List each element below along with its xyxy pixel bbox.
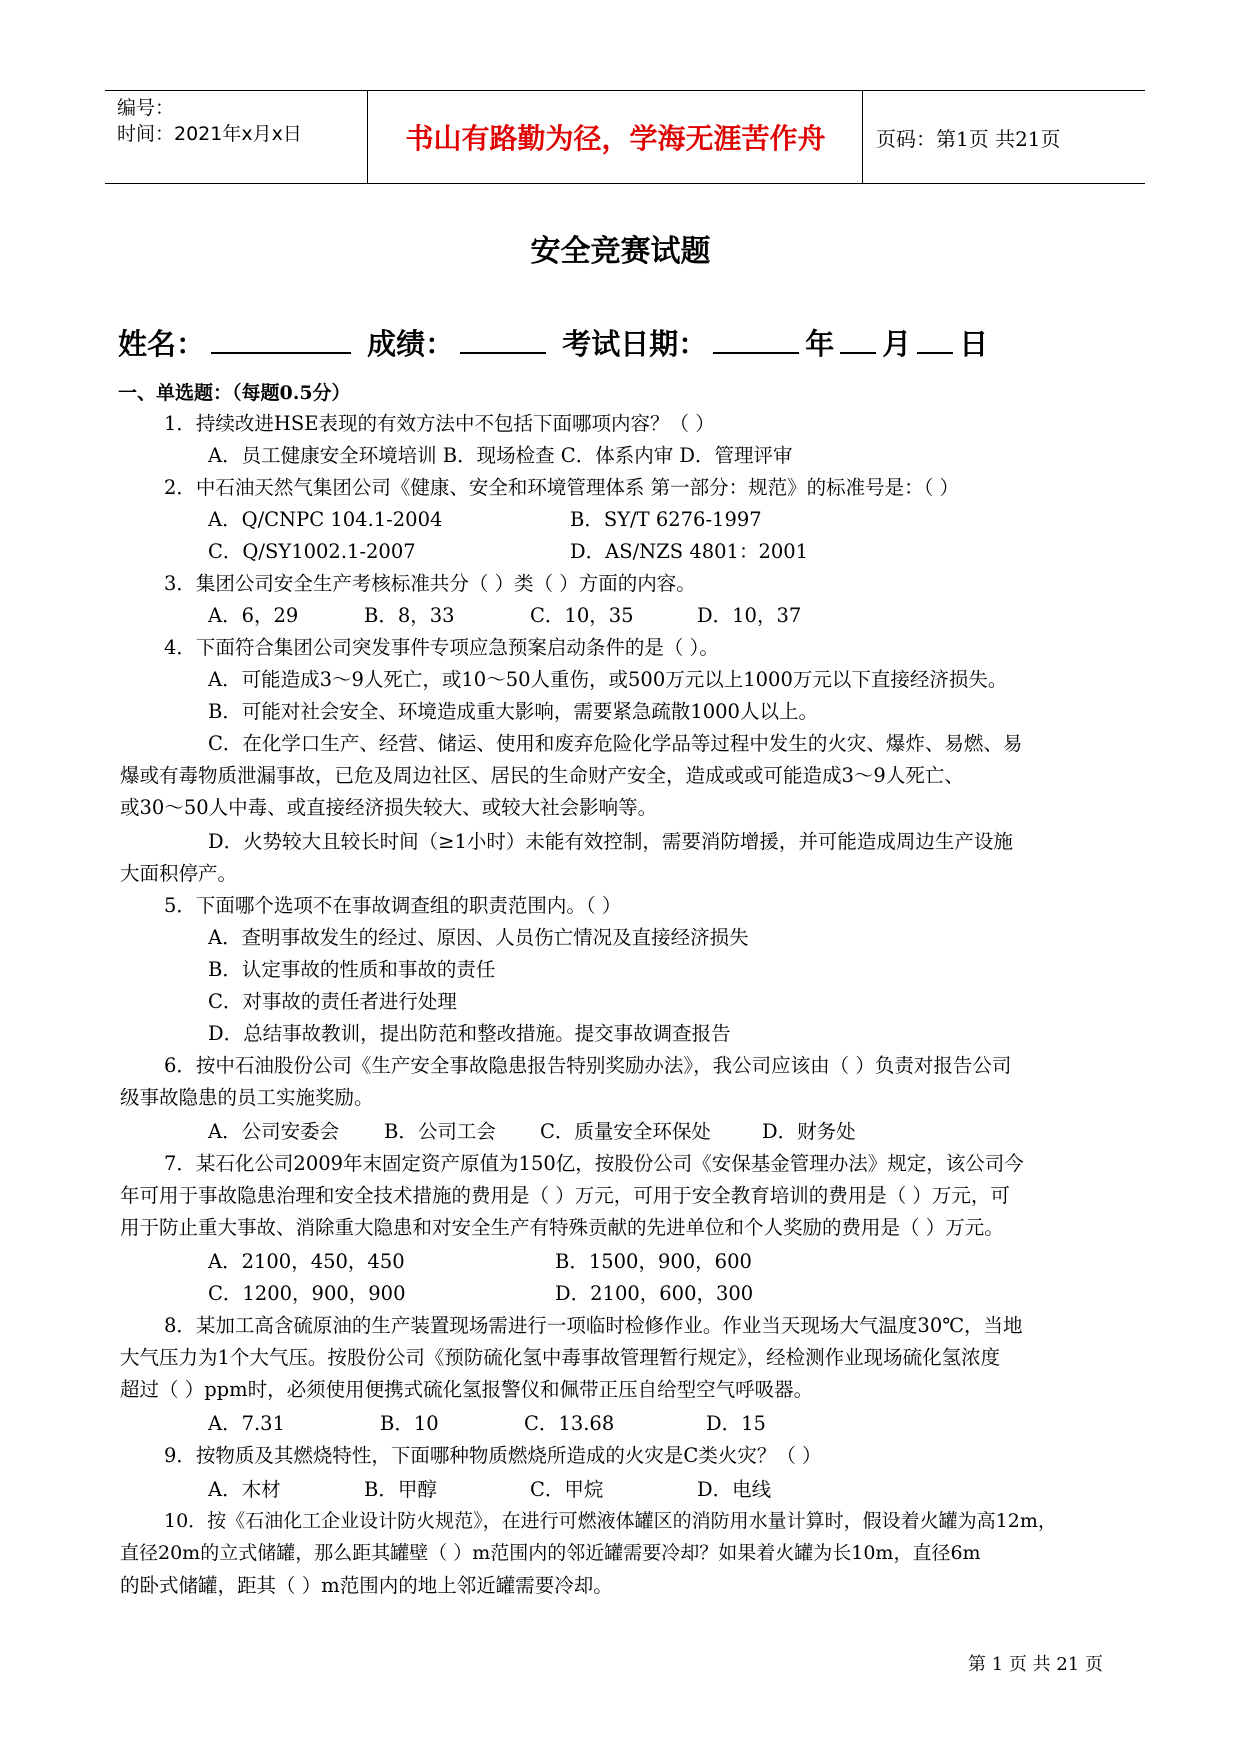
name-label: 姓名： [118,327,206,361]
question-text: 4．下面符合集团公司突发事件专项应急预案启动条件的是（ ）。 [164,636,719,659]
month-label: 月 [882,327,912,361]
question-text: 10．按《石油化工企业设计防火规范》，在进行可燃液体罐区的消防用水量计算时，假设着火罐为高12m， [164,1510,1057,1532]
answer-option-continued: 爆或有毒物质泄漏事故，已危及周边社区、居民的生命财产安全，造成或或可能造成3～9人死亡、 [120,764,964,787]
answer-option: B．认定事故的性质和事故的责任 [208,958,496,981]
answer-option: C．10，35 [530,604,634,627]
page-title: 安全竞赛试题 [530,234,711,269]
answer-option: D．总结事故教训，提出防范和整改措施。提交事故调查报告 [208,1022,731,1045]
answer-option: B．公司工会 [384,1120,496,1143]
exam-info-line [118,322,988,363]
answer-option: C．1200，900，900 [208,1282,406,1305]
question-text: 7．某石化公司2009年末固定资产原值为150亿，按股份公司《安保基金管理办法》规定，该公司今 [164,1152,1024,1175]
year-blank[interactable] [713,326,799,354]
name-blank[interactable] [211,326,351,354]
answer-option: C．对事故的责任者进行处理 [208,990,457,1013]
answer-option-continued: 大面积停产。 [120,862,238,885]
header-right-cell [864,91,1145,183]
score-blank[interactable] [460,326,546,354]
answer-option: D．10，37 [697,604,802,627]
month-blank[interactable] [840,326,876,354]
answer-option: C．质量安全环保处 [540,1120,711,1143]
question-text-continued: 大气压力为1个大气压。按股份公司《预防硫化氢中毒事故管理暂行规定》，经检测作业现场硫化氢浓度 [120,1346,1001,1369]
header-middle-cell [369,91,863,183]
answer-option: A．木材 [208,1478,281,1501]
question-text: 9．按物质及其燃烧特性，下面哪种物质燃烧所造成的火灾是C类火灾？（ ） [164,1444,822,1467]
question-text-continued: 超过（ ）ppm时，必须使用便携式硫化氢报警仪和佩带正压自给型空气呼吸器。 [120,1378,814,1401]
answer-option: A．公司安委会 [208,1120,340,1143]
answer-option: B．10 [380,1412,439,1435]
answer-option: D．财务处 [762,1120,856,1143]
answer-option: C．13.68 [524,1412,615,1435]
question-text-continued: 年可用于事故隐患治理和安全技术措施的费用是（ ）万元，可用于安全教育培训的费用是（ ）万元，可 [120,1184,1010,1207]
question-text: 8．某加工高含硫原油的生产装置现场需进行一项临时检修作业。作业当天现场大气温度30℃，当地 [164,1314,1023,1337]
exam-date-label: 考试日期： [562,327,708,361]
answer-option: B．甲醇 [364,1478,437,1501]
answer-option: D．火势较大且较长时间（≥1小时）未能有效控制，需要消防增援，并可能造成周边生产设施 [208,830,1013,853]
answer-option: A．Q/CNPC 104.1-2004 [208,508,443,531]
answer-option: A．6，29 [208,604,299,627]
header-left-cell [105,91,368,183]
answer-option: A．查明事故发生的经过、原因、人员伤亡情况及直接经济损失 [208,926,749,949]
answer-option: C．Q/SY1002.1-2007 [208,540,416,563]
section-heading: 一、单选题：（每题0.5分） [118,382,351,404]
day-blank[interactable] [917,326,953,354]
answer-option: A．7.31 [208,1412,286,1435]
question-text-continued: 用于防止重大事故、消除重大隐患和对安全生产有特殊贡献的先进单位和个人奖励的费用是（ ）万元。 [120,1216,1004,1239]
question-text-continued: 的卧式储罐，距其（ ）m范围内的地上邻近罐需要冷却。 [120,1574,613,1597]
page-header [105,90,1145,184]
answer-option: D．15 [706,1412,766,1435]
answer-option: B．可能对社会安全、环境造成重大影响，需要紧急疏散1000人以上。 [208,700,818,723]
answer-options: A．员工健康安全环境培训 B．现场检查 C．体系内审 D．管理评审 [208,444,793,467]
score-label: 成绩： [367,327,455,361]
answer-option: B．SY/T 6276-1997 [570,508,762,531]
answer-option-continued: 或30～50人中毒、或直接经济损失较大、或较大社会影响等。 [120,796,658,819]
question-text-continued: 直径20m的立式储罐，那么距其罐壁（ ）m范围内的邻近罐需要冷却？如果着火罐为长10m，直径6m [120,1542,981,1564]
year-label: 年 [805,327,835,361]
header-page-code: 页码：第1页 共21页 [876,127,1061,151]
question-text-continued: 级事故隐患的员工实施奖励。 [120,1086,374,1109]
answer-option: A．可能造成3～9人死亡，或10～50人重伤，或500万元以上1000万元以下直接经济损失。 [208,668,1008,691]
document-number-label: 编号： [117,97,175,119]
question-text: 3．集团公司安全生产考核标准共分（ ）类（ ）方面的内容。 [164,572,696,595]
header-motto: 书山有路勤为径，学海无涯苦作舟 [405,122,826,155]
answer-option: D．AS/NZS 4801：2001 [570,540,809,563]
question-text: 6．按中石油股份公司《生产安全事故隐患报告特别奖励办法》，我公司应该由（ ）负责对报告公司 [164,1054,1012,1077]
answer-option: C．在化学口生产、经营、储运、使用和废弃危险化学品等过程中发生的火灾、爆炸、易燃、易 [208,732,1023,755]
answer-option: B．1500，900，600 [555,1250,752,1273]
question-text: 2．中石油天然气集团公司《健康、安全和环境管理体系 第一部分：规范》的标准号是：（ ） [164,476,960,499]
day-label: 日 [959,327,989,361]
answer-option: D．2100，600，300 [555,1282,754,1305]
answer-option: D．电线 [697,1478,772,1501]
answer-option: A．2100，450，450 [208,1250,405,1273]
answer-option: C．甲烷 [530,1478,604,1501]
document-time-label: 时间：2021年x月x日 [117,123,302,145]
question-text: 1．持续改进HSE表现的有效方法中不包括下面哪项内容？（ ） [164,412,715,435]
page-footer: 第 1 页 共 21 页 [968,1654,1103,1675]
answer-option: B．8，33 [364,604,455,627]
question-text: 5．下面哪个选项不在事故调查组的职责范围内。（ ） [164,894,622,917]
